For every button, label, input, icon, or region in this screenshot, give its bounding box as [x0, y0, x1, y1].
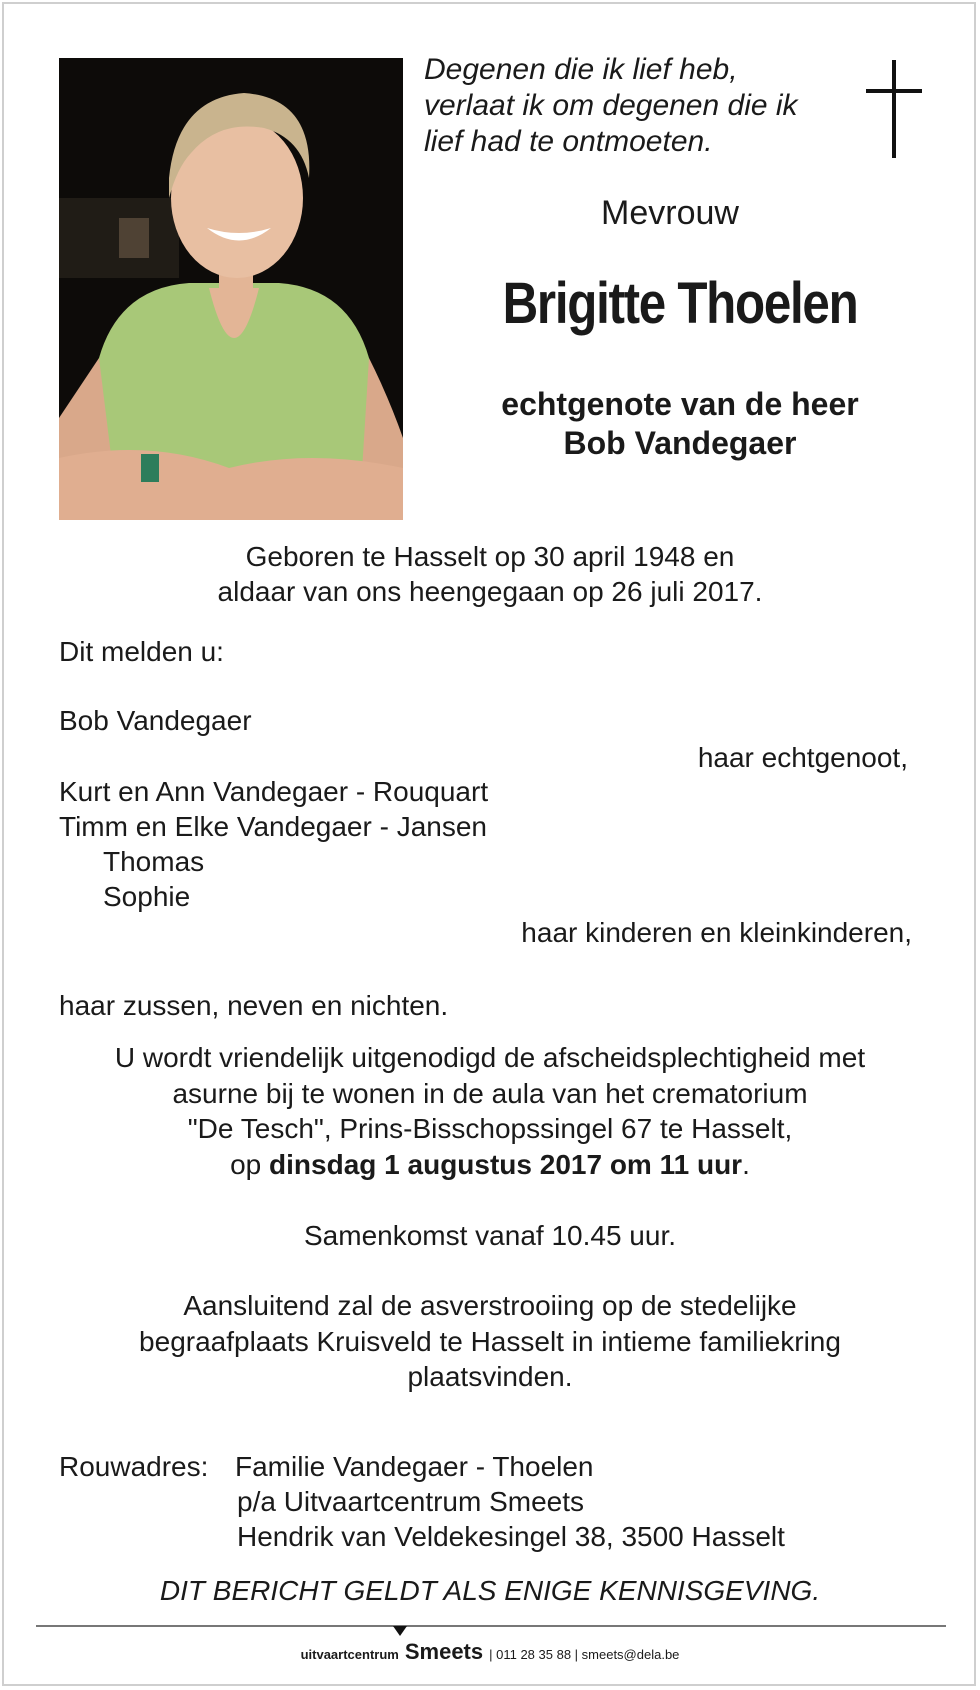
- footer-contact: | 011 28 35 88 | smeets@dela.be: [489, 1647, 680, 1662]
- spouse-relation: echtgenote van de heer: [501, 386, 859, 422]
- birth-line: Geboren te Hasselt op 30 april 1948 en: [245, 541, 735, 572]
- quote-line: lief had te ontmoeten.: [424, 125, 713, 158]
- ceremony-prefix: op: [230, 1149, 270, 1180]
- invitation-line: U wordt vriendelijk uitgenodigd de afscheidsplechtigheid met: [114, 1042, 866, 1073]
- death-line: aldaar van ons heengegaan op 26 juli 2017.: [217, 576, 763, 607]
- ash-scattering-line: plaatsvinden.: [407, 1361, 573, 1392]
- footer-divider: [36, 1625, 946, 1627]
- ceremony-date: dinsdag 1 augustus 2017 om 11 uur: [269, 1149, 743, 1180]
- ash-scattering-line: Aansluitend zal de asverstrooiing op de stedelijke: [183, 1290, 797, 1321]
- family-others: haar zussen, neven en nichten.: [59, 990, 449, 1021]
- honorific: Mevrouw: [601, 194, 739, 232]
- announce-intro: Dit melden u:: [59, 636, 224, 667]
- ceremony-suffix: .: [742, 1149, 750, 1180]
- spouse-name-header: Bob Vandegaer: [563, 425, 797, 461]
- portrait-photo: [59, 58, 403, 520]
- quote-line: verlaat ik om degenen die ik: [424, 89, 798, 122]
- address-line: Familie Vandegaer - Thoelen: [235, 1451, 594, 1482]
- ceremony-datetime: [0, 1147, 980, 1182]
- gathering-time: Samenkomst vanaf 10.45 uur.: [304, 1220, 676, 1251]
- family-grandchild: Sophie: [103, 881, 191, 912]
- footer: [0, 1639, 980, 1665]
- invitation-line: asurne bij te wonen in de aula van het crematorium: [172, 1078, 808, 1109]
- ash-scattering-line: begraafplaats Kruisveld te Hasselt in intieme familiekring: [139, 1326, 841, 1357]
- family-children-role: haar kinderen en kleinkinderen,: [521, 917, 912, 948]
- portrait-illustration: [59, 58, 403, 520]
- address-line: p/a Uitvaartcentrum Smeets: [237, 1486, 585, 1517]
- family-spouse-role: haar echtgenoot,: [697, 742, 908, 773]
- address-label: Rouwadres:: [59, 1451, 209, 1482]
- deceased-name: Brigitte Thoelen: [502, 271, 858, 336]
- footer-marker-icon: [393, 1626, 407, 1636]
- family-child: Timm en Elke Vandegaer - Jansen: [59, 811, 487, 842]
- notice: DIT BERICHT GELDT ALS ENIGE KENNISGEVING.: [159, 1575, 821, 1606]
- family-spouse: Bob Vandegaer: [59, 705, 252, 736]
- footer-prefix: uitvaartcentrum: [300, 1647, 399, 1662]
- quote-line: Degenen die ik lief heb,: [424, 53, 738, 86]
- footer-brand: Smeets: [404, 1639, 484, 1664]
- family-child: Kurt en Ann Vandegaer - Rouquart: [59, 776, 489, 807]
- family-grandchild: Thomas: [103, 846, 205, 877]
- address-line: Hendrik van Veldekesingel 38, 3500 Hasselt: [237, 1521, 785, 1552]
- invitation-line: "De Tesch", Prins-Bisschopssingel 67 te Hasselt,: [187, 1113, 793, 1144]
